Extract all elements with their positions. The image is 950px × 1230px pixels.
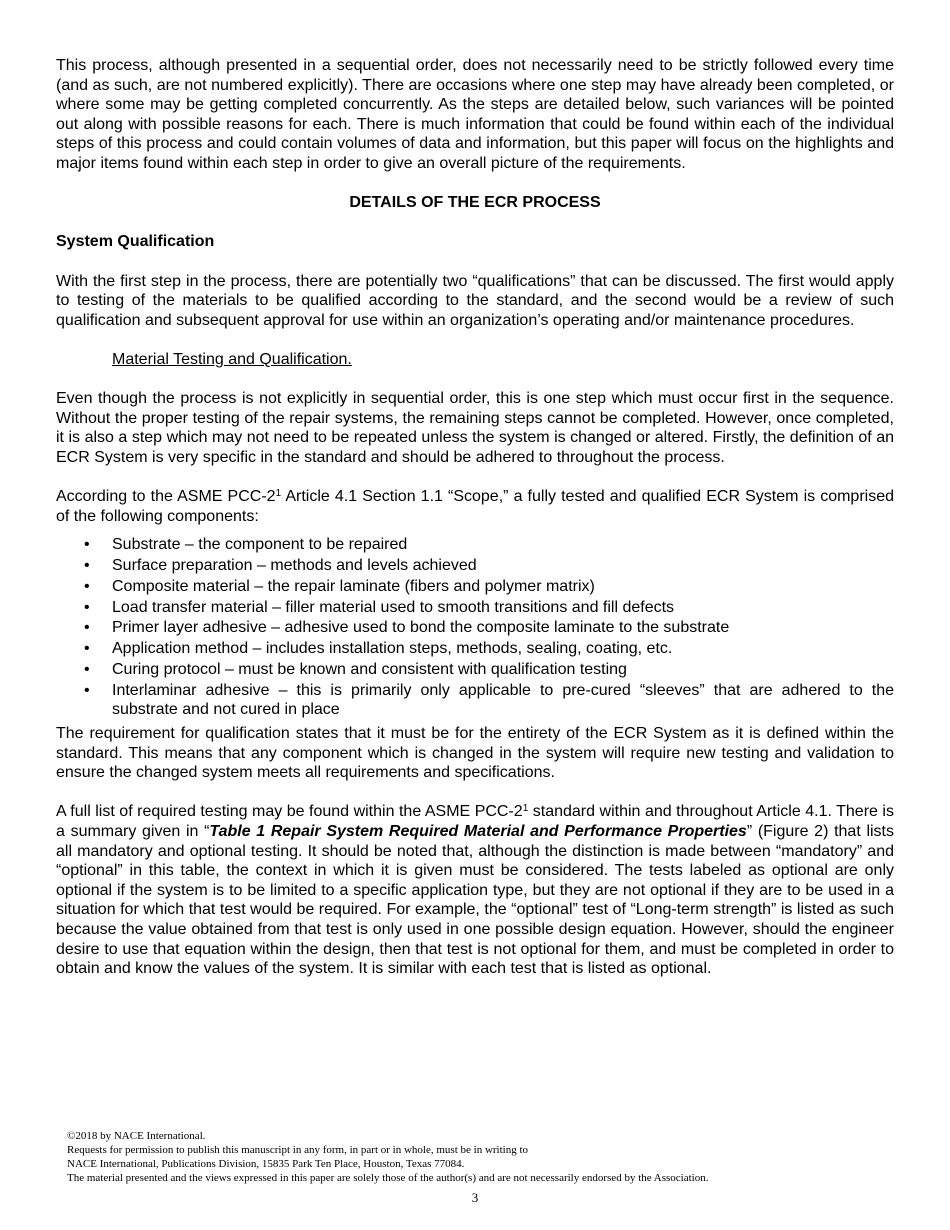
bullet-icon: •: [84, 661, 90, 679]
page-number: 3: [471, 1190, 479, 1205]
list-item: • Interlaminar adhesive – this is primarily only applicable to pre-cured “sleeves” that are adhered to the substrate and not cured in place: [84, 681, 894, 719]
footer-copyright: ©2018 by NACE International.: [67, 1130, 206, 1142]
list-item: • Composite material – the repair laminate (fibers and polymer matrix): [56, 577, 894, 598]
system-qualification-heading: System Qualification: [56, 233, 215, 251]
reference-superscript: 1: [522, 803, 529, 815]
material-testing-heading: Material Testing and Qualification.: [112, 350, 352, 368]
footer-permission: Requests for permission to publish this manuscript in any form, in part or in whole, must be in writing to: [67, 1144, 529, 1156]
section-heading: DETAILS OF THE ECR PROCESS: [349, 194, 601, 212]
bullet-icon: •: [84, 577, 90, 595]
bullet-icon: •: [84, 557, 90, 575]
page-body: [56, 56, 894, 979]
material-testing-paragraph: Even though the process is not explicitly in sequential order, this is one step which must occur first in the sequence. Without the proper testing of the repair systems, the remaining steps cannot be completed. However, once completed, it is also a step which may not need to be repeated unless the system is changed or altered. Firstly, the definition of an ECR System is very specific in the standard and should be adhered to throughout the process.: [56, 390, 894, 466]
footer-disclaimer: The material presented and the views expressed in this paper are solely those of the author(s) and are not necessarily endorsed by the Association.: [67, 1172, 709, 1184]
bullet-icon: •: [84, 681, 90, 699]
list-item: • Load transfer material – filler material used to smooth transitions and fill defects: [56, 598, 894, 619]
list-item: • Substrate – the component to be repaired: [56, 535, 894, 556]
components-list: [56, 535, 894, 720]
system-qualification-paragraph: With the first step in the process, there are potentially two “qualifications” that can be discussed. The first would apply to testing of the materials to be qualified according to the standard, and the second would be a review of such qualification and subsequent approval for use within an organization’s operating and/or maintenance procedures.: [56, 272, 894, 329]
bullet-icon: •: [84, 640, 90, 658]
scope-paragraph: According to the ASME PCC-$2^1$ Article 4.1 Section 1.1 “Scope,” a fully tested and qualified ECR System is comprised of the following components:: [56, 488, 895, 525]
bullet-icon: •: [84, 598, 90, 616]
list-item: • Primer layer adhesive – adhesive used to bond the composite laminate to the substrate: [56, 618, 894, 639]
list-item: • Surface preparation – methods and levels achieved: [56, 556, 894, 577]
bullet-icon: •: [84, 536, 90, 554]
requirement-paragraph: The requirement for qualification states that it must be for the entirety of the ECR System as it is defined within the standard. This means that any component which is changed in the system will require new testing and validation to ensure the changed system meets all requirements and specifications.: [56, 725, 894, 782]
list-item: • Curing protocol – must be known and consistent with qualification testing: [56, 660, 894, 681]
table-title-reference: Table 1 Repair System Required Material and Performance Properties: [209, 822, 747, 840]
bullet-icon: •: [84, 619, 90, 637]
reference-superscript: 1: [275, 488, 282, 500]
intro-paragraph: This process, although presented in a sequential order, does not necessarily need to be strictly followed every time (and as such, are not numbered explicitly). There are occasions where one step may have already been completed, or where some may be getting completed concurrently. As the steps are detailed below, such variances will be pointed out along with possible reasons for each. There is much information that could be found within each of the individual steps of this process and could contain volumes of data and information, but this paper will focus on the highlights and major items found within each step in order to give an overall picture of the requirements.: [56, 57, 894, 172]
footer-address: NACE International, Publications Division, 15835 Park Ten Place, Houston, Texas 77084.: [67, 1158, 465, 1170]
footer: [67, 1129, 887, 1185]
list-item: • Application method – includes installation steps, methods, sealing, coating, etc.: [56, 639, 894, 660]
testing-paragraph: A full list of required testing may be found within the ASME PCC-$2^1$ standard within and throughout Article 4.1. There is a summary given in “Table 1 Repair System Required Material and Performance Properties” (Figure 2) that lists all mandatory and optional testing. It should be noted that, although the distinction is made between “mandatory” and “optional” in this table, the context in which it is given must be considered. The tests labeled as optional are only optional if the system is to be limited to a specific application type, but they are not optional if they are to be used in a situation for which that test would be required. For example, the “optional” test of “Long-term strength” is listed as such because the value obtained from that test is only used in one possible design equation. However, should the engineer desire to use that equation within the design, then that test is not optional for them, and must be completed in order to obtain and know the values of the system. It is similar with each test that is listed as optional.: [56, 803, 894, 978]
